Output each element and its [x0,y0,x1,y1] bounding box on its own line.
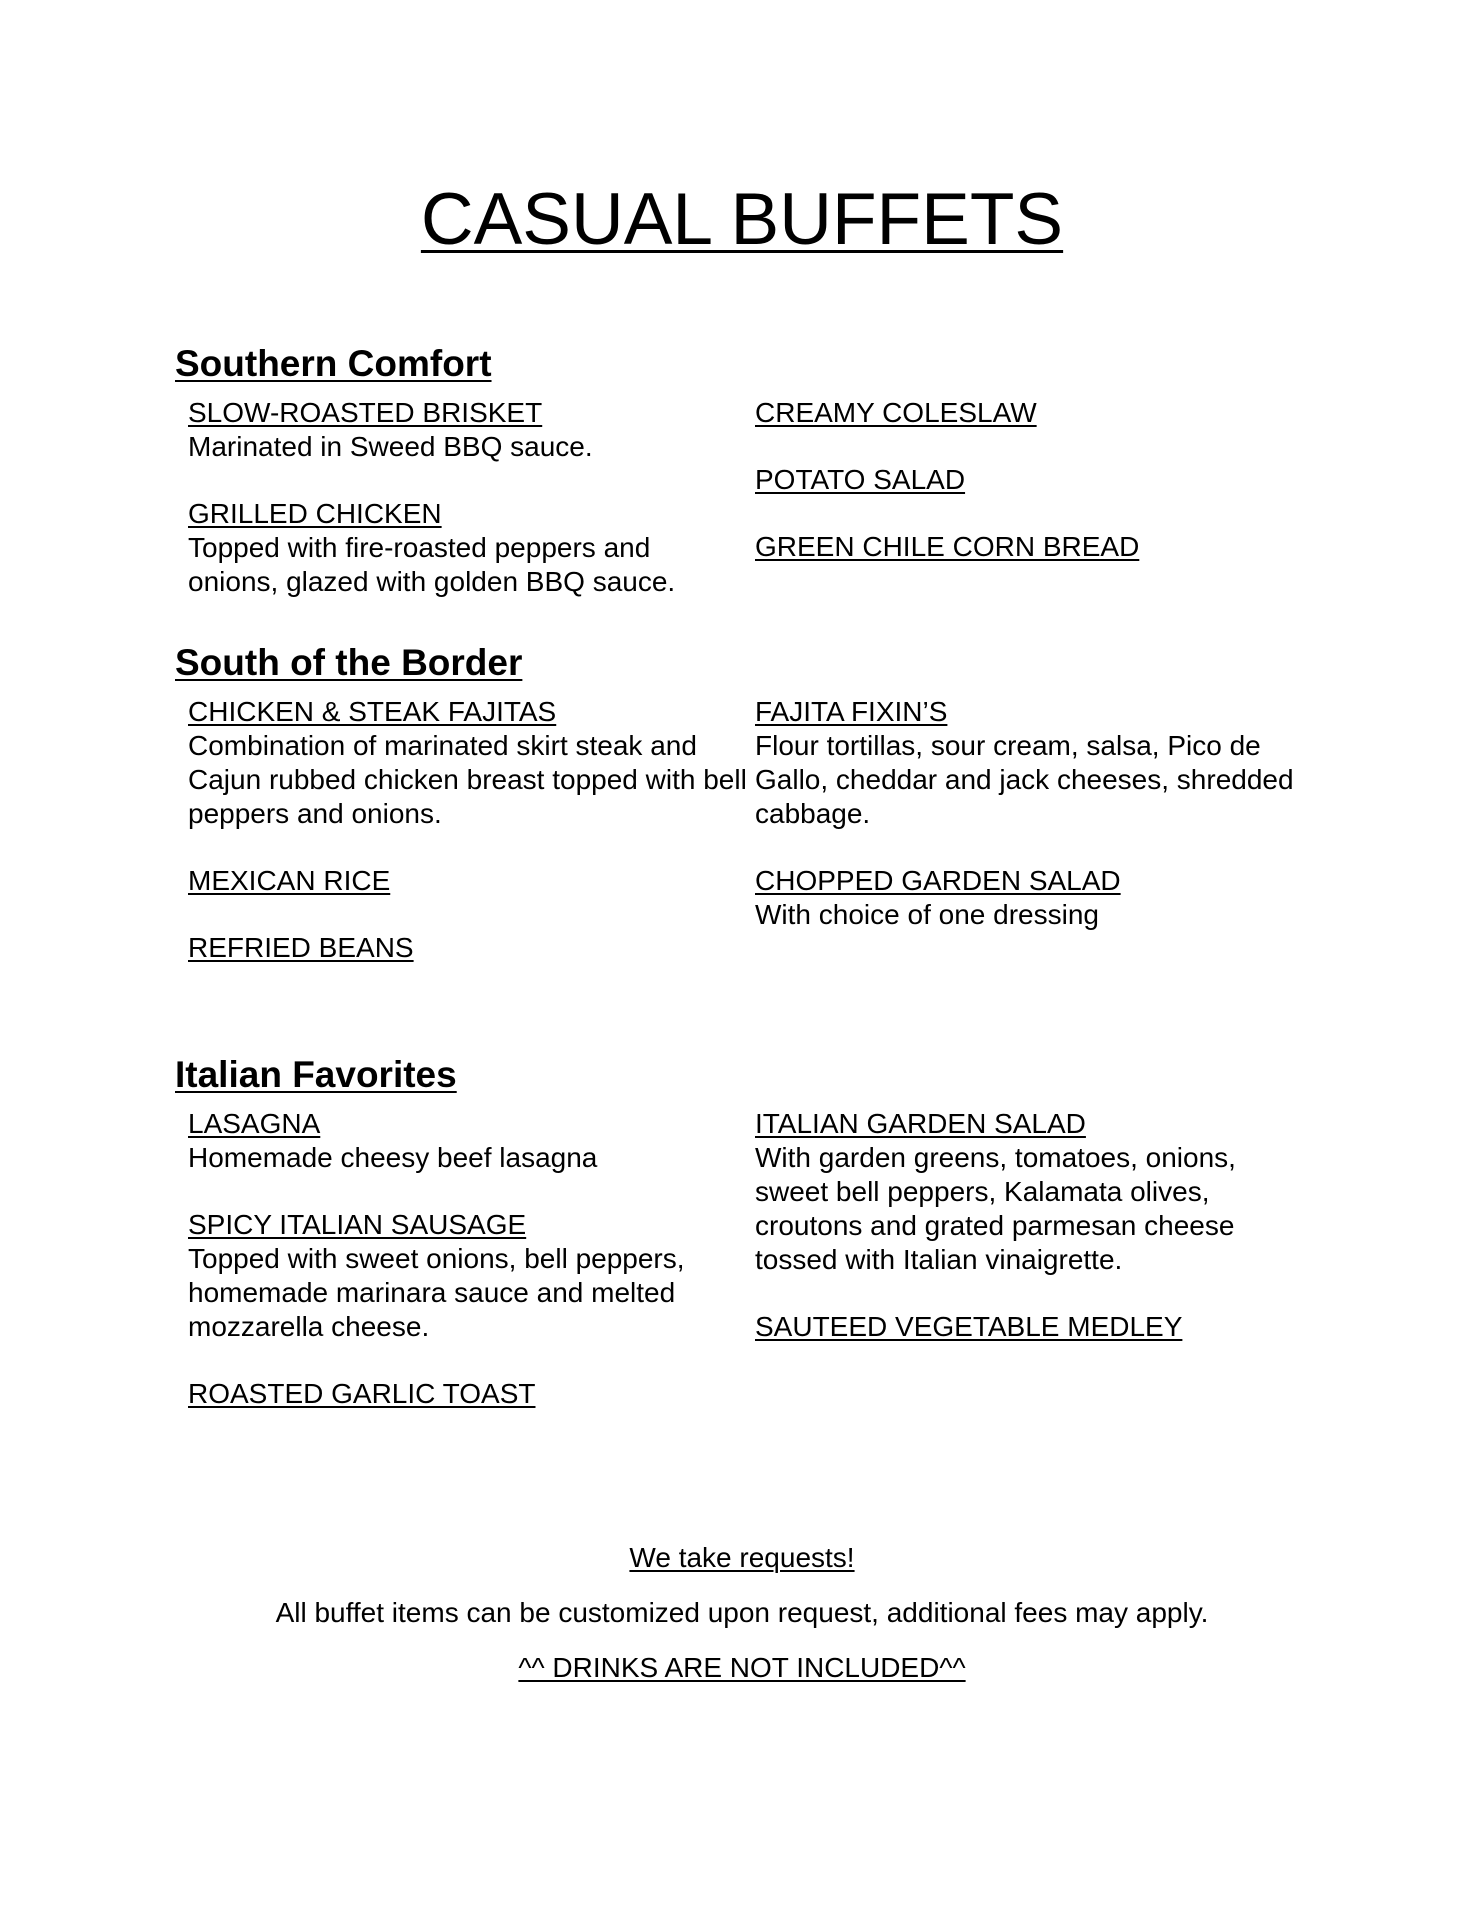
menu-item-name: ITALIAN GARDEN SALAD [755,1108,1086,1139]
menu-item-description: Homemade cheesy beef lasagna [188,1142,598,1173]
section-southern-comfort [175,342,1325,597]
menu-item-name: REFRIED BEANS [188,932,414,963]
menu-item [188,1107,748,1175]
menu-item-description: Flour tortillas, sour cream, salsa, Pico de Gallo, cheddar and jack cheeses, shredded cabbage. [755,730,1294,829]
menu-item [755,396,1315,430]
menu-column-left [188,1107,748,1444]
requests-note: We take requests! [629,1542,855,1573]
menu-item [188,497,748,599]
section-italian-favorites [175,1053,1325,1409]
menu-item-description: With choice of one dressing [755,899,1099,930]
menu-column-left [188,396,748,632]
menu-item-description: Marinated in Sweed BBQ sauce. [188,431,593,462]
menu-item-description: Topped with fire-roasted peppers and onions, glazed with golden BBQ sauce. [188,532,676,597]
menu-item [188,1377,748,1411]
drinks-note: ^^ DRINKS ARE NOT INCLUDED^^ [518,1652,966,1683]
menu-item-name: CHOPPED GARDEN SALAD [755,865,1121,896]
menu-item-name: POTATO SALAD [755,464,966,495]
menu-item [188,396,748,464]
menu-column-right [755,695,1315,965]
menu-item-name: ROASTED GARLIC TOAST [188,1378,536,1409]
menu-item-description: With garden greens, tomatoes, onions, sweet bell peppers, Kalamata olives, croutons and grated parmesan cheese tossed with Italian vinaigrette. [755,1142,1236,1275]
menu-item-name: CREAMY COLESLAW [755,397,1037,428]
section-heading: Italian Favorites [175,1054,457,1095]
menu-item [188,931,748,965]
menu-item [755,1107,1315,1277]
menu-item-name: SLOW-ROASTED BRISKET [188,397,543,428]
menu-item [188,695,748,831]
menu-item-name: SAUTEED VEGETABLE MEDLEY [755,1311,1183,1342]
footer [0,1541,1484,1706]
customize-note: All buffet items can be customized upon request, additional fees may apply. [275,1597,1209,1628]
menu-item-name: CHICKEN & STEAK FAJITAS [188,696,557,727]
menu-item-name: FAJITA FIXIN’S [755,696,948,727]
menu-item-name: LASAGNA [188,1108,321,1139]
menu-item [755,530,1315,564]
menu-item [755,463,1315,497]
menu-item-name: GREEN CHILE CORN BREAD [755,531,1140,562]
menu-item-description: Topped with sweet onions, bell peppers, homemade marinara sauce and melted mozzarella cheese. [188,1243,685,1342]
menu-item [755,695,1315,831]
menu-item [755,864,1315,932]
section-heading: Southern Comfort [175,343,492,384]
menu-item [188,1208,748,1344]
menu-item-description: Combination of marinated skirt steak and Cajun rubbed chicken breast topped with bell peppers and onions. [188,730,747,829]
section-south-of-the-border [175,641,1325,963]
section-heading: South of the Border [175,642,523,683]
menu-item [188,864,748,898]
page-title: CASUAL BUFFETS [420,179,1064,260]
menu-item-name: SPICY ITALIAN SAUSAGE [188,1209,527,1240]
menu-item-name: MEXICAN RICE [188,865,391,896]
menu-item-name: GRILLED CHICKEN [188,498,442,529]
menu-column-left [188,695,748,998]
menu-column-right [755,396,1315,597]
menu-column-right [755,1107,1315,1377]
menu-item [755,1310,1315,1344]
